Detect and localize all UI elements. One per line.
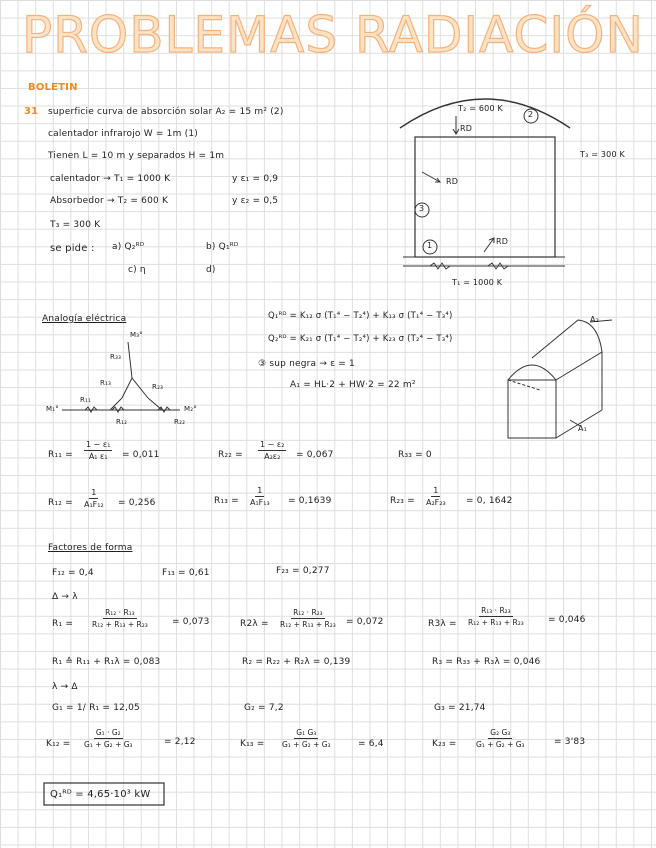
network-m2: M₂° <box>184 405 197 413</box>
network-r13: R₁₃ <box>100 379 112 387</box>
r33-value: R₃₃ = 0 <box>398 450 432 460</box>
r1-lambda-value: = 0,073 <box>172 617 210 627</box>
g2-value: G₂ = 7,2 <box>244 703 284 713</box>
network-m1: M₁° <box>46 405 59 413</box>
area-equation: A₁ = HL·2 + HW·2 = 22 m² <box>290 380 416 390</box>
k12-fraction: $\frac{\text{G₁ · G₂}}{\text{G₁ + G₂ + G₃}}$ <box>84 728 133 749</box>
r2-sum: R₂ = R₂₂ + R₂λ = 0,139 <box>242 657 351 667</box>
sketch-node-2: 2 <box>528 110 534 119</box>
statement-line-2: calentador infrarojo W = 1m (1) <box>48 129 198 139</box>
q1-equation: Q₁ᴿᴰ = K₁₂ σ (T₁⁴ − T₂⁴) + K₁₃ σ (T₁⁴ − T₃⁴) <box>268 311 453 321</box>
r3-lambda-label: R3λ = <box>428 619 457 629</box>
network-r23: R₂₃ <box>152 383 164 391</box>
r13-value: = 0,1639 <box>288 496 332 506</box>
r3-sum: R₃ = R₃₃ + R₃λ = 0,046 <box>432 657 541 667</box>
g3-value: G₃ = 21,74 <box>434 703 486 713</box>
box-a1-label: A₁ <box>578 424 588 433</box>
sketch-rd-left: RD <box>446 177 459 186</box>
asked-d: d) <box>206 265 216 275</box>
r23-fraction: $\frac{1}{\text{A₂F₂₃}}$ <box>426 486 446 507</box>
f23-value: F₂₃ = 0,277 <box>276 566 330 576</box>
r1-sum: R₁ ≙ R₁₁ + R₁λ = 0,083 <box>52 657 161 667</box>
statement-line-1: superficie curva de absorción solar A₂ = 15 m² (2) <box>48 107 284 117</box>
r12-value: = 0,256 <box>118 498 156 508</box>
g1-value: G₁ = 1/ R₁ = 12,05 <box>52 703 140 713</box>
r12-fraction: $\frac{1}{\text{A₁F₁₂}}$ <box>84 488 104 509</box>
sketch-node-1: 1 <box>427 241 433 250</box>
r2-lambda-value: = 0,072 <box>346 617 384 627</box>
r2-lambda-fraction: $\frac{\text{R₁₂ · R₂₃}}{\text{R₁₂ + R₁₃ + R₂₃}}$ <box>280 608 336 629</box>
network-r12: R₁₂ <box>116 418 128 426</box>
analogy-heading: Analogía eléctrica <box>42 314 127 324</box>
r11-value: = 0,011 <box>122 450 160 460</box>
k13-label: K₁₃ = <box>240 739 265 749</box>
network-r33: R₃₃ <box>110 353 122 361</box>
sketch-rd-top: RD <box>460 124 473 133</box>
network-m3: M₃° <box>130 331 143 339</box>
r3-lambda-value: = 0,046 <box>548 615 586 625</box>
r23-value: = 0, 1642 <box>466 496 513 506</box>
r22-label: R₂₂ = <box>218 450 243 460</box>
k12-label: K₁₂ = <box>46 739 71 749</box>
page-title: PROBLEMAS RADIACIÓN <box>22 6 644 64</box>
lambda-to-delta: λ → Δ <box>52 682 78 692</box>
statement-line-6: T₃ = 300 K <box>50 220 101 230</box>
r23-label: R₂₃ = <box>390 496 415 506</box>
form-factors-heading: Factores de forma <box>48 543 133 553</box>
sketch-node-3: 3 <box>419 204 425 213</box>
network-r22: R₂₂ <box>174 418 186 426</box>
f12-value: F₁₂ = 0,4 <box>52 568 94 578</box>
network-r11: R₁₁ <box>80 396 92 404</box>
statement-line-5a: Absorbedor → T₂ = 600 K <box>50 196 169 206</box>
sketch-t3-label: T₃ = 300 K <box>580 150 625 159</box>
f13-value: F₁₃ = 0,61 <box>162 568 210 578</box>
sketch-rd-bottom: RD <box>496 237 509 246</box>
r11-fraction: $\frac{\text{1 − ε₁}}{\text{A₁ ε₁}}$ <box>86 440 111 461</box>
black-surface-note: ③ sup negra → ε = 1 <box>258 359 355 369</box>
asked-a: a) Q₂ᴿᴰ <box>112 242 145 252</box>
r22-fraction: $\frac{\text{1 − ε₂}}{\text{A₂ε₂}}$ <box>260 440 285 461</box>
statement-line-5b: y ε₂ = 0,5 <box>232 196 279 206</box>
sketch-t1-label: T₁ = 1000 K <box>452 278 503 287</box>
k23-fraction: $\frac{\text{G₂ G₃}}{\text{G₁ + G₂ + G₃}}$ <box>476 728 525 749</box>
problem-number: 31 <box>24 106 39 117</box>
k23-value: = 3'83 <box>554 737 586 747</box>
delta-to-lambda: Δ → λ <box>52 592 78 602</box>
k23-label: K₂₃ = <box>432 739 457 749</box>
asked-label: se pide : <box>50 243 95 254</box>
box-a2-label: A₂ <box>590 315 600 324</box>
k12-value: = 2,12 <box>164 737 196 747</box>
k13-value: = 6,4 <box>358 739 384 749</box>
r13-label: R₁₃ = <box>214 496 239 506</box>
statement-line-3: Tienen L = 10 m y separados H = 1m <box>48 151 225 161</box>
r3-lambda-fraction: $\frac{\text{R₁₃ · R₂₃}}{\text{R₁₂ + R₁₃ + R₂₃}}$ <box>468 606 524 627</box>
q2-equation: Q₂ᴿᴰ = K₂₁ σ (T₁⁴ − T₂⁴) + K₂₃ σ (T₂⁴ − T₃⁴) <box>268 334 453 344</box>
final-result: Q₁ᴿᴰ = 4,65·10³ kW <box>50 789 151 800</box>
statement-line-4b: y ε₁ = 0,9 <box>232 174 279 184</box>
asked-c: c) η <box>128 265 146 275</box>
r13-fraction: $\frac{1}{\text{A₁F₁₃}}$ <box>250 486 270 507</box>
sketch-t2-label: T₂ = 600 K <box>458 104 503 113</box>
section-heading: BOLETIN <box>28 82 78 93</box>
statement-line-4a: calentador → T₁ = 1000 K <box>50 174 171 184</box>
r22-value: = 0,067 <box>296 450 334 460</box>
k13-fraction: $\frac{\text{G₁ G₃}}{\text{G₁ + G₂ + G₃}}$ <box>282 728 331 749</box>
r12-label: R₁₂ = <box>48 498 73 508</box>
r2-lambda-label: R2λ = <box>240 619 269 629</box>
r11-label: R₁₁ = <box>48 450 73 460</box>
r1-lambda-label: R₁ = <box>52 619 74 629</box>
asked-b: b) Q₁ᴿᴰ <box>206 242 239 252</box>
r1-lambda-fraction: $\frac{\text{R₁₂ · R₁₃}}{\text{R₁₂ + R₁₃ + R₂₃}}$ <box>92 608 148 629</box>
